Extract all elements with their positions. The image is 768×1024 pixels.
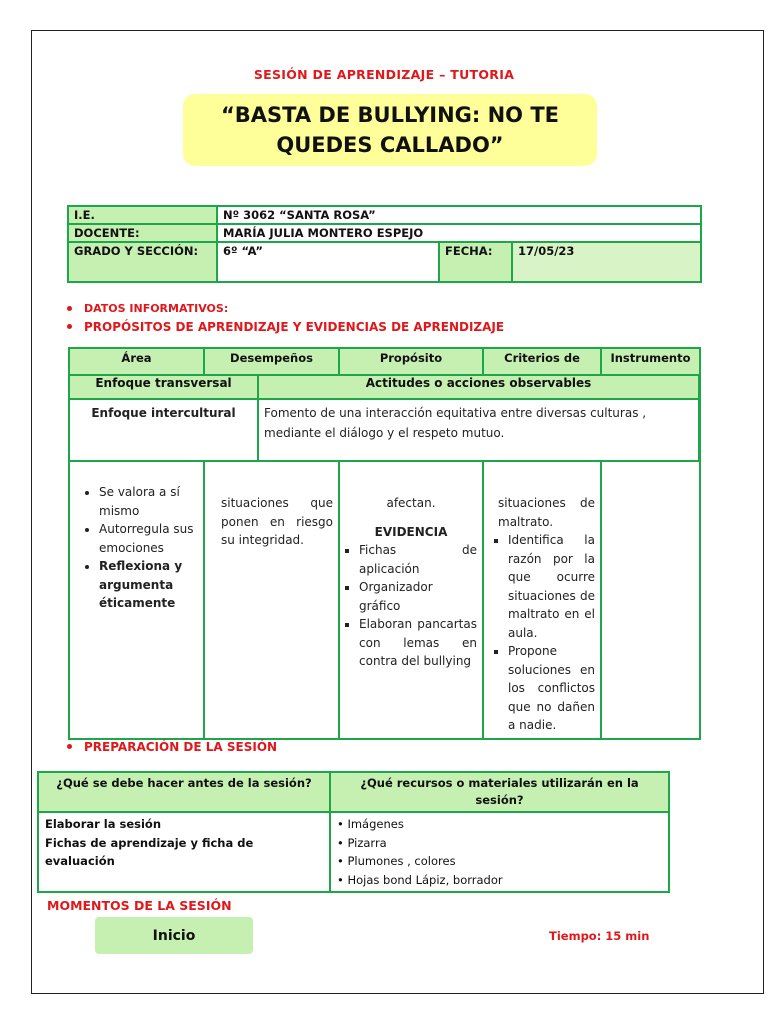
col-area: Área [69,348,204,378]
evidencia-item: ▪ Fichas de aplicación [359,541,477,578]
actitud-value: Fomento de una interacción equitativa entre diversas culturas , mediante el diálogo y el respeto mutuo. [258,399,699,461]
section-preparacion: PREPARACIÓN DE LA SESIÓN [67,740,277,754]
evidencia-item: ▪ Elaboran pancartas con lemas en contra del bullying [359,615,477,671]
bullet-icon [67,744,72,749]
enfoque-header-row [69,375,699,399]
ie-label: I.E. [68,206,217,224]
proposito-text: afectan. [386,496,436,510]
antes-cell [38,812,330,892]
recurso-item: • Plumones , colores [337,854,456,868]
fecha-value: 17/05/23 [512,242,701,282]
criterio-item: ▪ Identifica la razón por la que ocurre situaciones de maltrato en el aula. [508,531,595,642]
info-row-docente [68,224,701,242]
col-criterios: Criterios de [483,348,601,378]
recurso-item: • Hojas bond Lápiz, borrador [337,872,503,887]
preparation-table [37,771,670,893]
area-item: • Se valora a sí mismo [99,483,198,520]
info-row-grado [68,242,701,282]
criterios-lead: situaciones de maltrato. [498,496,595,529]
recurso-item: • Imágenes [337,817,404,831]
fecha-label: FECHA: [439,242,512,282]
col-desempenos: Desempeños [204,348,339,378]
info-row-ie [68,206,701,224]
grado-label: GRADO Y SECCIÓN: [68,242,217,282]
inicio-label: Inicio [95,917,253,954]
col-actitudes: Actitudes o acciones observables [258,375,699,399]
session-type: SESIÓN DE APRENDIZAJE – TUTORIA [253,67,515,82]
enfoque-value: Enfoque intercultural [69,399,258,461]
evidencia-label: EVIDENCIA [374,524,448,539]
evidencia-list [345,541,477,671]
section-datos: DATOS INFORMATIVOS: [67,302,228,315]
info-table [67,205,702,283]
enfoque-row [69,399,699,461]
section-propositos: PROPÓSITOS DE APRENDIZAJE Y EVIDENCIAS DE APRENDIZAJE [67,320,504,334]
ie-value: Nº 3062 “SANTA ROSA” [217,206,701,224]
docente-label: DOCENTE: [68,224,217,242]
bullet-icon [67,324,72,329]
antes-item: Elaborar la sesión [45,817,162,831]
col-proposito: Propósito [339,348,483,378]
enfoque-table [68,374,700,462]
criterios-list [498,531,595,735]
criterio-item: ▪ Propone soluciones en los conflictos que no dañen a nadie. [508,642,595,735]
antes-item: Fichas de aprendizaje y ficha de evaluación [45,835,254,868]
bullet-icon [67,306,72,311]
section-momentos: MOMENTOS DE LA SESIÓN [47,898,232,913]
prep-header-row [38,772,669,812]
area-item: • Autorregula sus emociones [99,520,198,557]
col-enfoque: Enfoque transversal [69,375,258,399]
col-instrumento: Instrumento [601,348,700,378]
area-item: • Reflexiona y argumenta éticamente [99,557,198,613]
prep-body-row [38,812,669,892]
area-list [75,483,198,613]
col-antes: ¿Qué se debe hacer antes de la sesión? [38,772,330,812]
recursos-cell [330,812,669,892]
title-box [183,94,597,166]
evidencia-item: ▪ Organizador gráfico [359,578,477,615]
docente-value: MARÍA JULIA MONTERO ESPEJO [217,224,701,242]
recurso-item: • Pizarra [337,835,387,850]
grado-value: 6º “A” [217,242,439,282]
col-recursos: ¿Qué recursos o materiales utilizarán en la sesión? [330,772,669,812]
tiempo-label: Tiempo: 15 min [549,929,650,943]
desempenos-text: situaciones que ponen en riesgo su integridad. [221,496,333,547]
session-title: “BASTA DE BULLYING: NO TE QUEDES CALLADO” [220,103,560,157]
